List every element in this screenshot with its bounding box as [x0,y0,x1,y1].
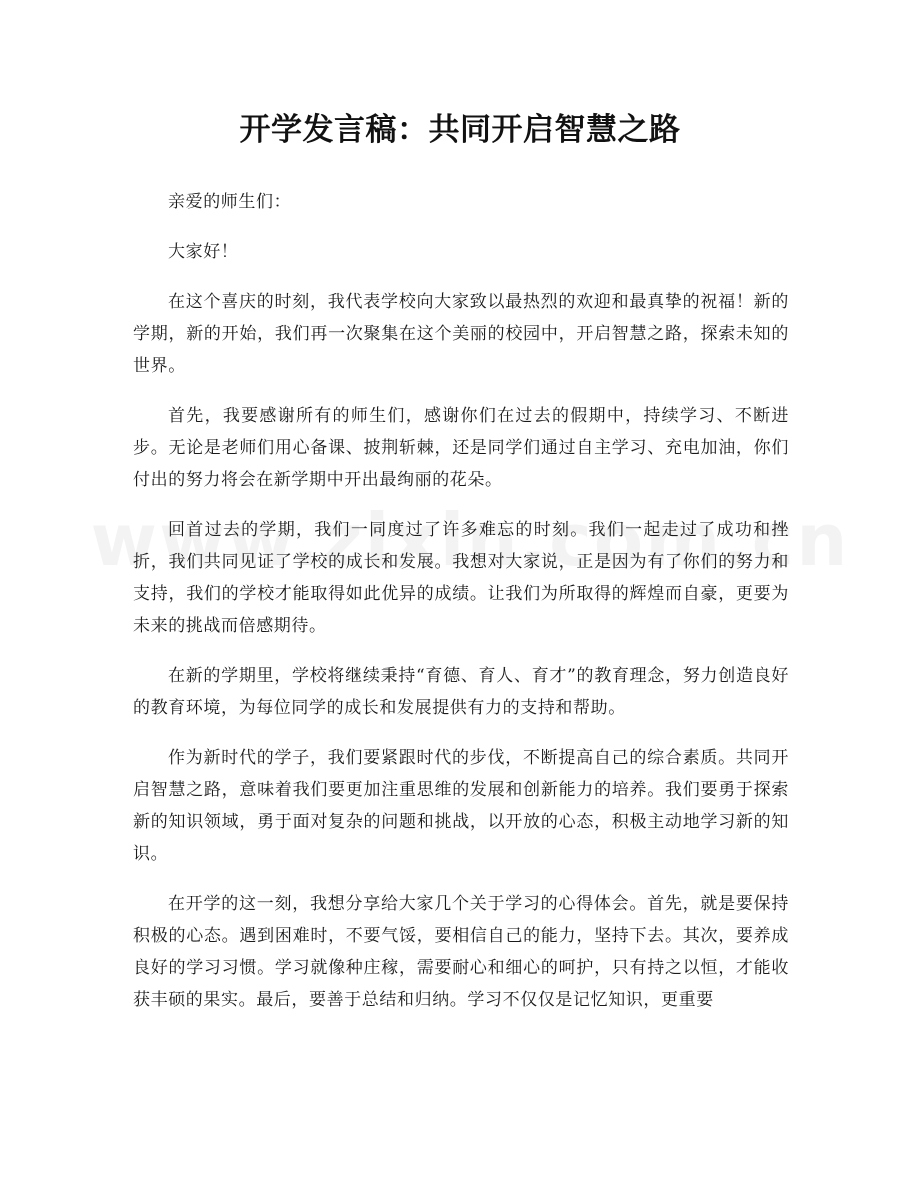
paragraph: 在开学的这一刻，我想分享给大家几个关于学习的心得体会。首先，就是要保持积极的心态。遇到困难时，不要气馁，要相信自己的能力，坚持下去。其次，要养成良好的学习习惯。学习就像种庄稼，需要耐心和细心的呵护，只有持之以恒，才能收获丰硕的果实。最后，要善于总结和归纳。学习不仅仅是记忆知识，更重要 [133,894,789,1010]
page-title: 开学发言稿：共同开启智慧之路 [239,112,681,148]
paragraph: 在这个喜庆的时刻，我代表学校向大家致以最热烈的欢迎和最真挚的祝福！新的学期，新的开始，我们再一次聚集在这个美丽的校园中，开启智慧之路，探索未知的世界。 [133,292,789,376]
paragraph: 回首过去的学期，我们一同度过了许多难忘的时刻。我们一起走过了成功和挫折，我们共同见证了学校的成长和发展。我想对大家说，正是因为有了你们的努力和支持，我们的学校才能取得如此优异的成绩。让我们为所取得的辉煌而自豪，更要为未来的挑战而倍感期待。 [133,520,789,636]
document-body [133,186,789,1034]
paragraph: 在新的学期里，学校将继续秉持“育德、育人、育才”的教育理念，努力创造良好的教育环境，为每位同学的成长和发展提供有力的支持和帮助。 [133,666,789,718]
paragraph: 作为新时代的学子，我们要紧跟时代的步伐，不断提高自己的综合素质。共同开启智慧之路，意味着我们要更加注重思维的发展和创新能力的培养。我们要勇于探索新的知识领域，勇于面对复杂的问题和挑战，以开放的心态，积极主动地学习新的知识。 [133,748,789,864]
paragraph: 首先，我要感谢所有的师生们，感谢你们在过去的假期中，持续学习、不断进步。无论是老师们用心备课、披荆斩棘，还是同学们通过自主学习、充电加油，你们付出的努力将会在新学期中开出最绚丽的花朵。 [133,406,789,490]
greeting: 大家好！ [168,242,239,262]
salutation: 亲爱的师生们： [168,192,292,212]
